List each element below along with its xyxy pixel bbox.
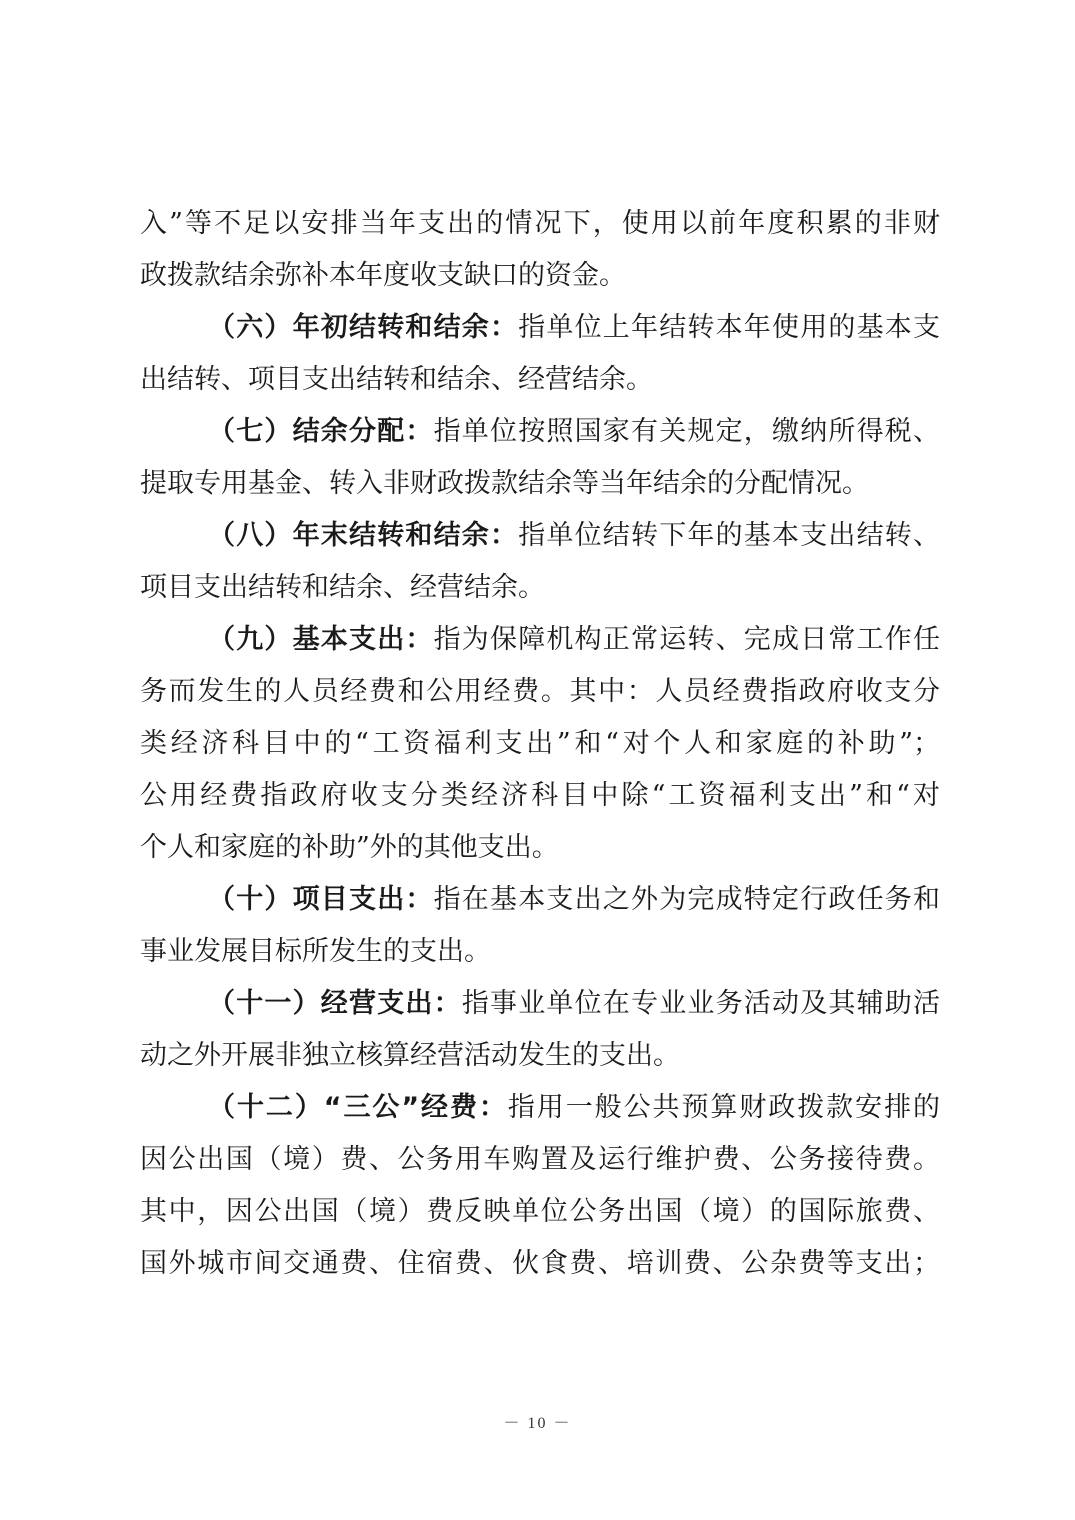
line-text: 事业发展目标所发生的支出。	[140, 936, 491, 967]
line-text: 指事业单位在专业业务活动及其辅助活	[461, 988, 940, 1019]
document-body	[140, 198, 940, 1290]
text-line	[140, 1186, 940, 1238]
line-text: 政拨款结余弥补本年度收支缺口的资金。	[140, 260, 626, 291]
term-heading: （九）基本支出：	[208, 624, 434, 655]
text-line	[140, 822, 940, 874]
definition-line	[140, 510, 940, 562]
line-text: 其中，因公出国（境）费反映单位公务出国（境）的国际旅费、	[140, 1196, 940, 1227]
definition-line	[140, 1082, 940, 1134]
line-text: 公用经费指政府收支分类经济科目中除“工资福利支出”和“对	[140, 780, 940, 811]
text-line	[140, 926, 940, 978]
line-text: 指在基本支出之外为完成特定行政任务和	[433, 884, 940, 915]
line-text: 项目支出结转和结余、经营结余。	[140, 572, 545, 603]
definition-line	[140, 406, 940, 458]
line-text: 指单位上年结转本年使用的基本支	[518, 312, 940, 343]
term-heading: （七）结余分配：	[208, 416, 434, 447]
text-line	[140, 770, 940, 822]
definition-line	[140, 302, 940, 354]
text-line	[140, 718, 940, 770]
text-line	[140, 250, 940, 302]
text-line	[140, 354, 940, 406]
definition-line	[140, 614, 940, 666]
line-text: 因公出国（境）费、公务用车购置及运行维护费、公务接待费。	[140, 1144, 940, 1175]
text-line	[140, 458, 940, 510]
definition-line	[140, 978, 940, 1030]
line-text: 指单位结转下年的基本支出结转、	[518, 520, 940, 551]
line-text: 务而发生的人员经费和公用经费。其中：人员经费指政府收支分	[140, 676, 940, 707]
text-line	[140, 1238, 940, 1290]
line-text: 国外城市间交通费、住宿费、伙食费、培训费、公杂费等支出；	[140, 1248, 940, 1279]
line-text: 出结转、项目支出结转和结余、经营结余。	[140, 364, 653, 395]
term-heading: （八）年末结转和结余：	[208, 520, 519, 551]
line-text: 指用一般公共预算财政拨款安排的	[507, 1092, 940, 1123]
term-heading: （十）项目支出：	[208, 884, 434, 915]
term-heading: （十二）“三公”经费：	[208, 1092, 508, 1123]
line-text: 类经济科目中的“工资福利支出”和“对个人和家庭的补助”；	[140, 728, 940, 759]
line-text: 入”等不足以安排当年支出的情况下，使用以前年度积累的非财	[140, 208, 940, 239]
text-line	[140, 666, 940, 718]
term-heading: （十一）经营支出：	[208, 988, 462, 1019]
line-text: 动之外开展非独立核算经营活动发生的支出。	[140, 1040, 680, 1071]
line-text: 个人和家庭的补助”外的其他支出。	[140, 832, 559, 863]
definition-line	[140, 874, 940, 926]
line-text: 指为保障机构正常运转、完成日常工作任	[433, 624, 940, 655]
text-line	[140, 198, 940, 250]
text-line	[140, 1030, 940, 1082]
line-text: 指单位按照国家有关规定，缴纳所得税、	[433, 416, 940, 447]
page-number: － 10 －	[503, 1415, 572, 1432]
line-text: 提取专用基金、转入非财政拨款结余等当年结余的分配情况。	[140, 468, 869, 499]
term-heading: （六）年初结转和结余：	[208, 312, 519, 343]
text-line	[140, 1134, 940, 1186]
text-line	[140, 562, 940, 614]
